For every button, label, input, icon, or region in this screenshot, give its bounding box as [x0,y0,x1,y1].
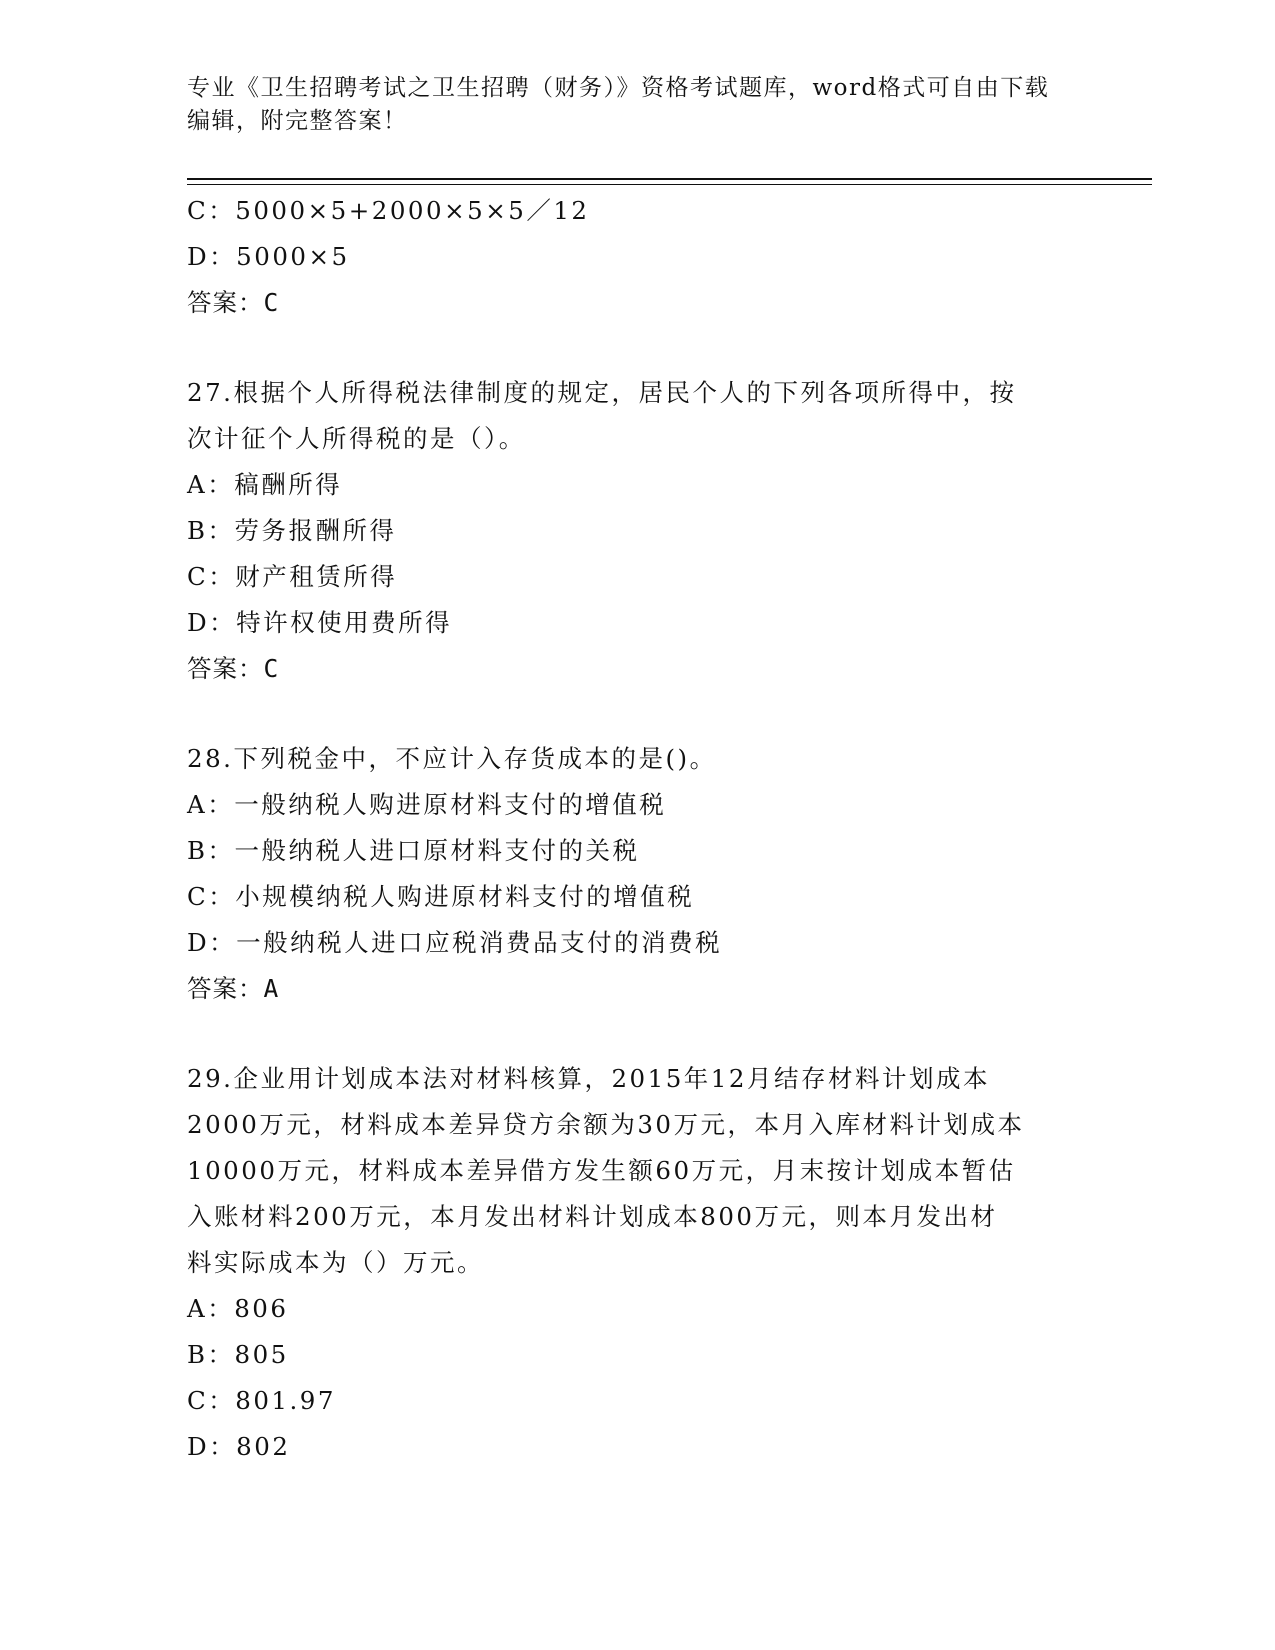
answer-line: 答案：C [187,654,280,683]
option-b: B：一般纳税人进口原材料支付的关税 [187,836,640,865]
option-a: A：一般纳税人购进原材料支付的增值税 [187,790,667,819]
question-stem-line: 料实际成本为（）万元。 [187,1248,484,1277]
spacer [187,692,1087,736]
question-stem-line: 10000万元，材料成本差异借方发生额60万元，月末按计划成本暂估 [187,1156,1016,1185]
header-line-1: 专业《卫生招聘考试之卫生招聘（财务）》资格考试题库，word格式可自由下载 [187,75,1050,101]
option-c: C：5000×5+2000×5×5／12 [187,196,590,225]
option-d: D：802 [187,1432,291,1461]
question-stem-line: 29.企业用计划成本法对材料核算，2015年12月结存材料计划成本 [187,1064,990,1093]
option-a: A：806 [187,1294,289,1323]
option-a: A：稿酬所得 [187,470,343,499]
spacer [187,1012,1087,1056]
document-body [187,188,1087,1470]
header-divider-thin [187,184,1152,185]
option-c: C：小规模纳税人购进原材料支付的增值税 [187,882,695,911]
question-stem-line: 次计征个人所得税的是（）。 [187,424,526,453]
page-header [187,72,1087,138]
spacer [187,326,1087,370]
option-b: B：劳务报酬所得 [187,516,397,545]
question-stem-line: 28.下列税金中，不应计入存货成本的是()。 [187,744,717,773]
answer-line: 答案：C [187,288,280,317]
answer-line: 答案：A [187,974,280,1003]
question-26-tail [187,188,1087,326]
question-stem-line: 27.根据个人所得税法律制度的规定，居民个人的下列各项所得中，按 [187,378,1017,407]
header-line-2: 编辑，附完整答案！ [187,108,408,134]
question-stem-line: 入账材料200万元，本月发出材料计划成本800万元，则本月发出材 [187,1202,998,1231]
question-stem-line: 2000万元，材料成本差异贷方余额为30万元，本月入库材料计划成本 [187,1110,1025,1139]
option-d: D：5000×5 [187,242,350,271]
option-b: B：805 [187,1340,289,1369]
question-27 [187,370,1087,692]
header-divider-thick [187,178,1152,180]
question-28 [187,736,1087,1012]
option-c: C：财产租赁所得 [187,562,398,591]
question-29 [187,1056,1087,1470]
option-d: D：特许权使用费所得 [187,608,453,637]
option-d: D：一般纳税人进口应税消费品支付的消费税 [187,928,723,957]
option-c: C：801.97 [187,1386,336,1415]
